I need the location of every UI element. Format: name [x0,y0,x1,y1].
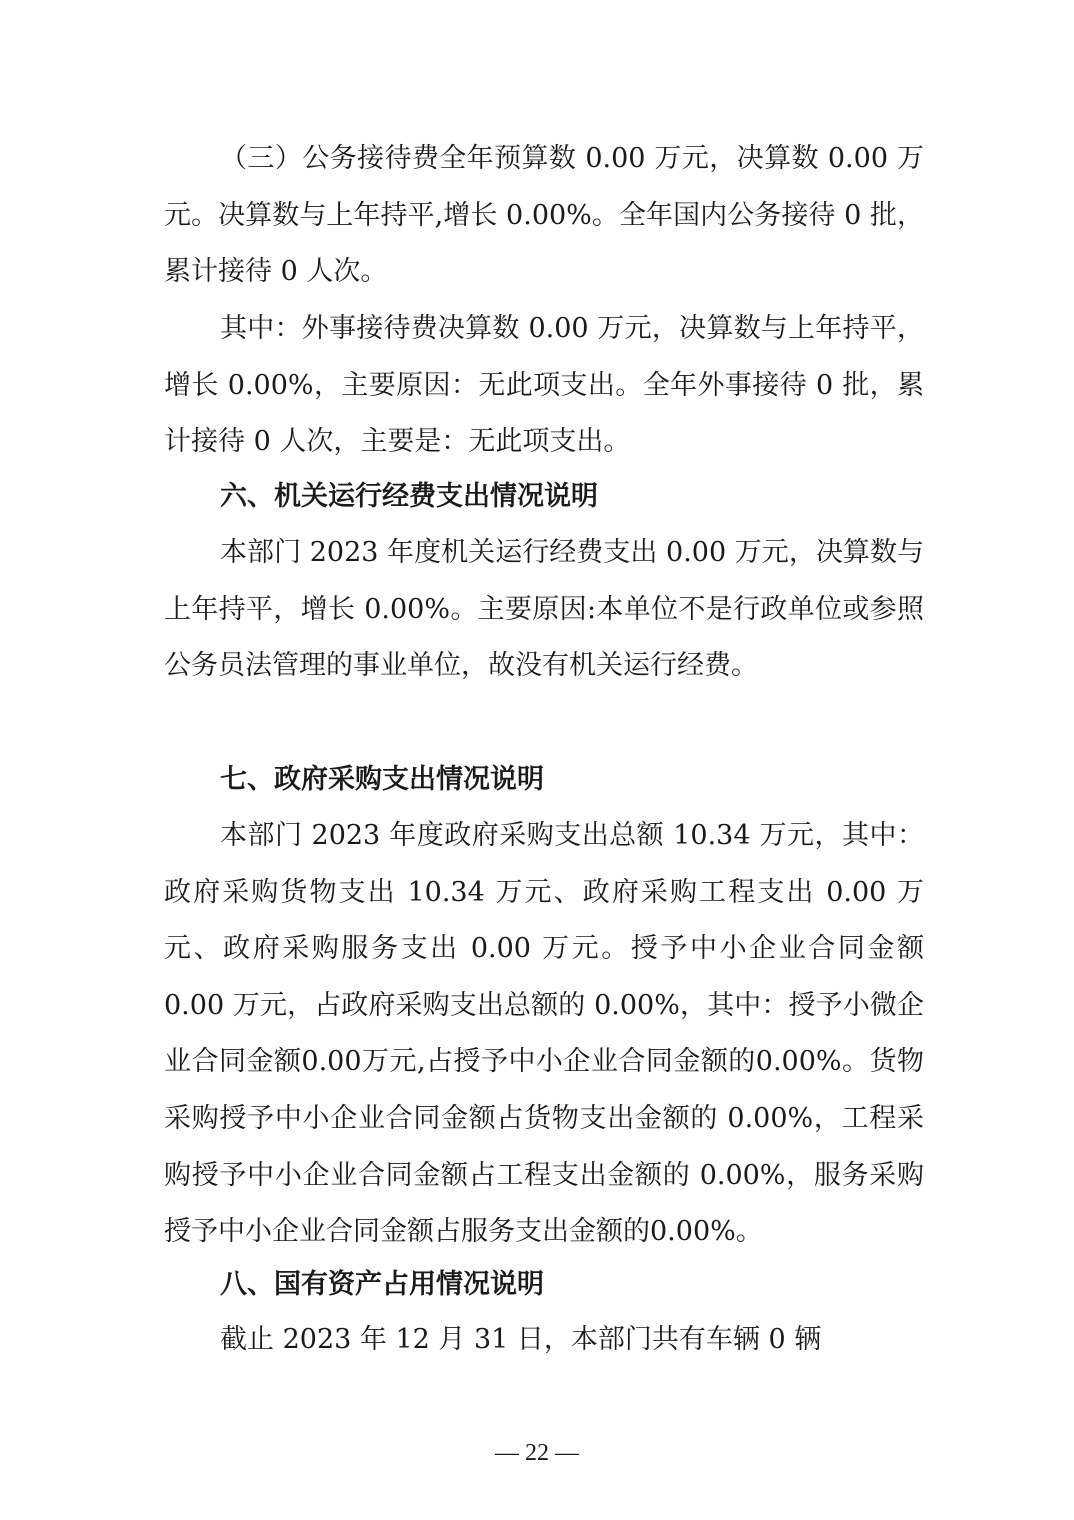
page-number: — 22 — [495,1440,579,1466]
paragraph-reception-fee [164,131,924,301]
paragraph-state-assets [164,1312,924,1369]
paragraph-foreign-reception [164,301,924,471]
paragraph-operating-costs [164,525,924,695]
paragraph-text: （三）公务接待费全年预算数 0.00 万元，决算数 0.00 万元。决算数与上年持平,增长 0.00%。全年国内公务接待 0 批，累计接待 0 人次。 [164,143,924,288]
paragraph-text: 本部门 2023 年度政府采购支出总额 10.34 万元，其中：政府采购货物支出 10.34 万元、政府采购工程支出 0.00 万元、政府采购服务支出 0.00 万元。授予中小企业合同金额 0.00 万元，占政府采购支出总额的 0.00%，其中：授予小微企业合同金额0.00万元,占授予中小企业合同金额的0.00%。货物采购授予中小企业合同金额占货物支出金额的 0.00%，工程采购授予中小企业合同金额占工程支出金额的 0.00%，服务采购授予中小企业合同金额占服务支出金额的0.00%。 [164,820,924,1248]
paragraph-procurement [164,808,924,1261]
paragraph-text: 本部门 2023 年度机关运行经费支出 0.00 万元，决算数与上年持平，增长 0.00%。主要原因:本单位不是行政单位或参照公务员法管理的事业单位，故没有机关运行经费。 [164,537,924,682]
paragraph-text: 截止 2023 年 12 月 31 日，本部门共有车辆 0 辆 [220,1324,822,1355]
heading-section-8: 八、国有资产占用情况说明 [220,1269,544,1300]
heading-section-7: 七、政府采购支出情况说明 [220,764,544,795]
paragraph-text: 其中：外事接待费决算数 0.00 万元，决算数与上年持平，增长 0.00%，主要原因：无此项支出。全年外事接待 0 批，累计接待 0 人次，主要是：无此项支出。 [164,313,924,458]
heading-section-6: 六、机关运行经费支出情况说明 [220,481,598,512]
